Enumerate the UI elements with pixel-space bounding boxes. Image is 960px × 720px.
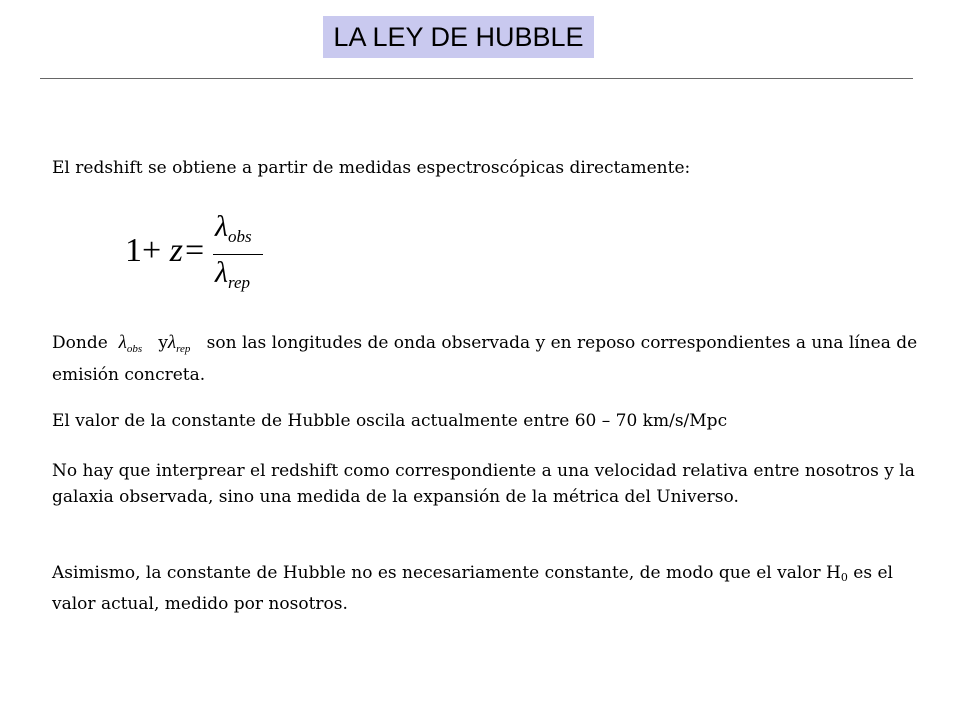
formula-lambda-num: λ	[215, 210, 228, 243]
h0-base: H	[826, 563, 841, 583]
slide-title	[323, 16, 594, 58]
lambda-rep-symbol	[168, 332, 191, 353]
asimismo-paragraph	[52, 560, 927, 617]
lambda-obs-base: λ	[118, 332, 127, 353]
formula-fraction-bar	[213, 254, 263, 255]
h0-symbol	[826, 563, 848, 583]
formula-lambda-den: λ	[215, 256, 228, 289]
formula-numerator	[215, 210, 252, 247]
formula-z: z	[169, 232, 183, 269]
lambda-rep-sub: rep	[176, 343, 191, 355]
lambda-obs-sub: obs	[126, 343, 143, 355]
redshift-formula	[120, 208, 280, 298]
formula-plus: +	[142, 232, 162, 269]
h0-sub: 0	[840, 571, 848, 584]
asimismo-text-before: Asimismo, la constante de Hubble no es necesariamente constante, de modo que el valor	[52, 563, 821, 583]
formula-one: 1	[125, 232, 142, 269]
donde-rest: son las longitudes de onda observada y en reposo correspondientes a una línea de emisión concreta.	[52, 333, 918, 385]
donde-connector: y	[158, 333, 168, 353]
lambda-rep-base: λ	[167, 332, 177, 353]
formula-denominator	[215, 256, 250, 293]
title-divider	[40, 78, 913, 79]
hubble-range-paragraph: El valor de la constante de Hubble oscila actualmente entre 60 – 70 km/s/Mpc	[52, 411, 728, 431]
asimismo-text-after: es el valor actual, medido por nosotros.	[52, 563, 893, 614]
redshift-note-paragraph: No hay que interprear el redshift como correspondiente a una velocidad relativa entre nosotros y la galaxia observada, sino una medida de la expansión de la métrica del Universo.	[52, 461, 915, 507]
formula-equals: =	[185, 232, 205, 269]
donde-word: Donde	[52, 333, 108, 353]
intro-paragraph: El redshift se obtiene a partir de medidas espectroscópicas directamente:	[52, 158, 691, 178]
formula-lhs	[125, 232, 183, 270]
lambda-obs-symbol	[119, 332, 143, 353]
formula-num-sub: obs	[228, 227, 252, 246]
formula-den-sub: rep	[228, 273, 251, 292]
donde-paragraph	[52, 330, 927, 388]
slide-title-text: LA LEY DE HUBBLE	[333, 21, 584, 52]
